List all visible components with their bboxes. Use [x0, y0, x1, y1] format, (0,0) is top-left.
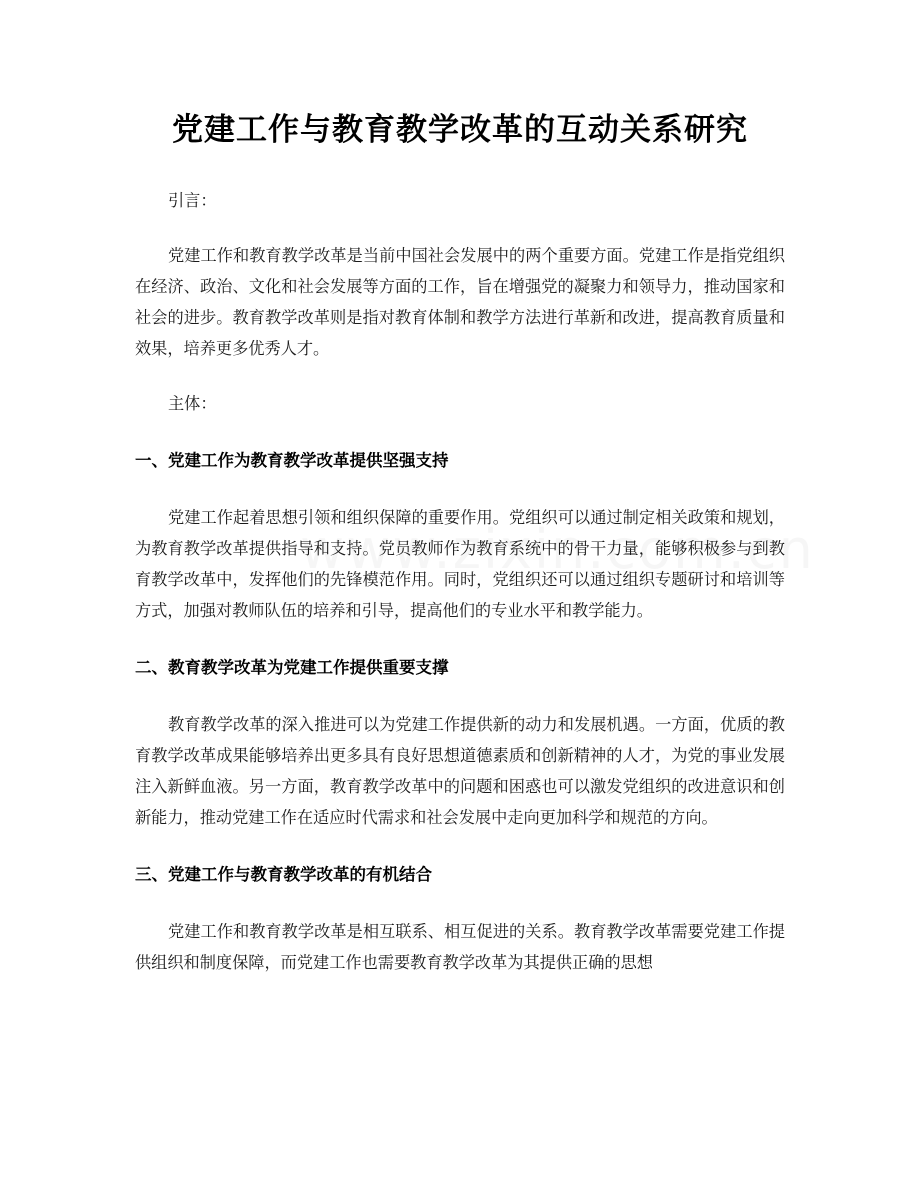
section-2-heading: 二、教育教学改革为党建工作提供重要支撑 [135, 658, 449, 677]
document-title: 党建工作与教育教学改革的互动关系研究 [172, 112, 748, 148]
intro-label: 引言： [168, 191, 217, 210]
section-2-paragraph: 教育教学改革的深入推进可以为党建工作提供新的动力和发展机遇。一方面，优质的教育教学改革成果能够培养出更多具有良好思想道德素质和创新精神的人才，为党的事业发展注入新鲜血液。另一方面，教育教学改革中的问题和困惑也可以激发党组织的改进意识和创新能力，推动党建工作在适应时代需求和社会发展中走向更加科学和规范的方向。 [135, 715, 785, 827]
main-label: 主体： [168, 394, 217, 413]
section-3-heading: 三、党建工作与教育教学改革的有机结合 [135, 865, 432, 884]
section-1-heading: 一、党建工作为教育教学改革提供坚强支持 [135, 451, 449, 470]
section-1-paragraph: 党建工作起着思想引领和组织保障的重要作用。党组织可以通过制定相关政策和规划，为教育教学改革提供指导和支持。党员教师作为教育系统中的骨干力量，能够积极参与到教育教学改革中，发挥他们的先锋模范作用。同时，党组织还可以通过组织专题研讨和培训等方式，加强对教师队伍的培养和引导，提高他们的专业水平和教学能力。 [135, 508, 785, 620]
intro-paragraph: 党建工作和教育教学改革是当前中国社会发展中的两个重要方面。党建工作是指党组织在经济、政治、文化和社会发展等方面的工作，旨在增强党的凝聚力和领导力，推动国家和社会的进步。教育教学改革则是指对教育体制和教学方法进行革新和改进，提高教育质量和效果，培养更多优秀人才。 [135, 246, 785, 358]
document-body [135, 185, 785, 978]
section-3-paragraph: 党建工作和教育教学改革是相互联系、相互促进的关系。教育教学改革需要党建工作提供组织和制度保障，而党建工作也需要教育教学改革为其提供正确的思想 [135, 922, 785, 972]
